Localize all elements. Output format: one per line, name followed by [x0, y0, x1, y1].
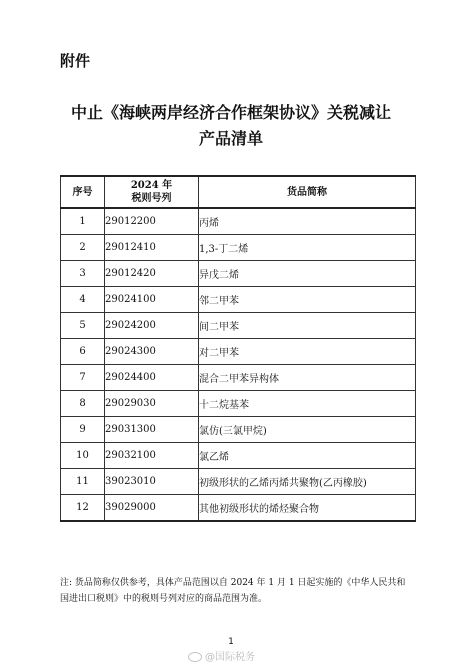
watermark-text: @国际税务 [205, 652, 255, 663]
cell-serial-number: 6 [61, 339, 105, 365]
header-tariff-code-line-2: 税则号列 [131, 193, 172, 204]
cell-serial-number: 8 [61, 391, 105, 417]
table-row [61, 469, 416, 495]
table-header [61, 176, 416, 208]
document-title [0, 100, 462, 152]
cell-tariff-code: 29024300 [105, 339, 199, 365]
cell-tariff-code: 39029000 [105, 495, 199, 522]
footnote: 注: 货品简称仅供参考，具体产品范围以自 2024 年 1 月 1 日起实施的《中华人民共和国进出口税则》中的税则号列对应的商品范围为准。 [60, 578, 406, 604]
header-tariff-code-line-1: 2024 年 [130, 180, 173, 191]
cell-tariff-code: 29012420 [105, 261, 199, 287]
table-row [61, 287, 416, 313]
cell-serial-number: 11 [61, 469, 105, 495]
table-row [61, 495, 416, 522]
product-list-table [60, 175, 416, 522]
cell-serial-number: 7 [61, 365, 105, 391]
cell-tariff-code: 29031300 [105, 417, 199, 443]
table-row [61, 365, 416, 391]
cell-product-name: 对二甲苯 [199, 339, 416, 365]
cell-product-name: 十二烷基苯 [199, 391, 416, 417]
cell-product-name: 混合二甲苯异构体 [199, 365, 416, 391]
cell-serial-number: 1 [61, 208, 105, 235]
cell-product-name: 异戊二烯 [199, 261, 416, 287]
table-row [61, 417, 416, 443]
cell-tariff-code: 29024200 [105, 313, 199, 339]
page-number: 1 [228, 637, 234, 647]
cell-product-name: 氯乙烯 [199, 443, 416, 469]
cell-tariff-code: 29029030 [105, 391, 199, 417]
cell-product-name: 间二甲苯 [199, 313, 416, 339]
cell-product-name: 1,3-丁二烯 [199, 235, 416, 261]
cell-product-name: 丙烯 [199, 208, 416, 235]
table-row [61, 339, 416, 365]
table-row [61, 443, 416, 469]
cell-tariff-code: 29024400 [105, 365, 199, 391]
cell-serial-number: 9 [61, 417, 105, 443]
cell-serial-number: 12 [61, 495, 105, 522]
cell-serial-number: 2 [61, 235, 105, 261]
header-tariff-code [105, 176, 199, 208]
table-row [61, 208, 416, 235]
header-serial-number: 序号 [61, 176, 105, 208]
table-row [61, 235, 416, 261]
cell-product-name: 初级形状的乙烯丙烯共聚物(乙丙橡胶) [199, 469, 416, 495]
table-body [61, 208, 416, 521]
table-row [61, 313, 416, 339]
cell-tariff-code: 29032100 [105, 443, 199, 469]
cell-product-name: 邻二甲苯 [199, 287, 416, 313]
attachment-label: 附件 [60, 52, 91, 70]
table-row [61, 391, 416, 417]
title-line-1: 中止《海峡两岸经济合作框架协议》关税减让 [70, 103, 391, 122]
cell-serial-number: 5 [61, 313, 105, 339]
table-row [61, 261, 416, 287]
cell-tariff-code: 29012200 [105, 208, 199, 235]
cell-serial-number: 10 [61, 443, 105, 469]
cell-tariff-code: 39023010 [105, 469, 199, 495]
watermark [188, 648, 255, 663]
cell-tariff-code: 29012410 [105, 235, 199, 261]
cell-serial-number: 4 [61, 287, 105, 313]
cell-product-name: 其他初级形状的烯烃聚合物 [199, 495, 416, 522]
cell-product-name: 氯仿(三氯甲烷) [199, 417, 416, 443]
cell-serial-number: 3 [61, 261, 105, 287]
title-line-2: 产品清单 [198, 129, 263, 148]
cell-tariff-code: 29024100 [105, 287, 199, 313]
weibo-icon [188, 651, 202, 661]
header-product-name: 货品简称 [199, 176, 416, 208]
